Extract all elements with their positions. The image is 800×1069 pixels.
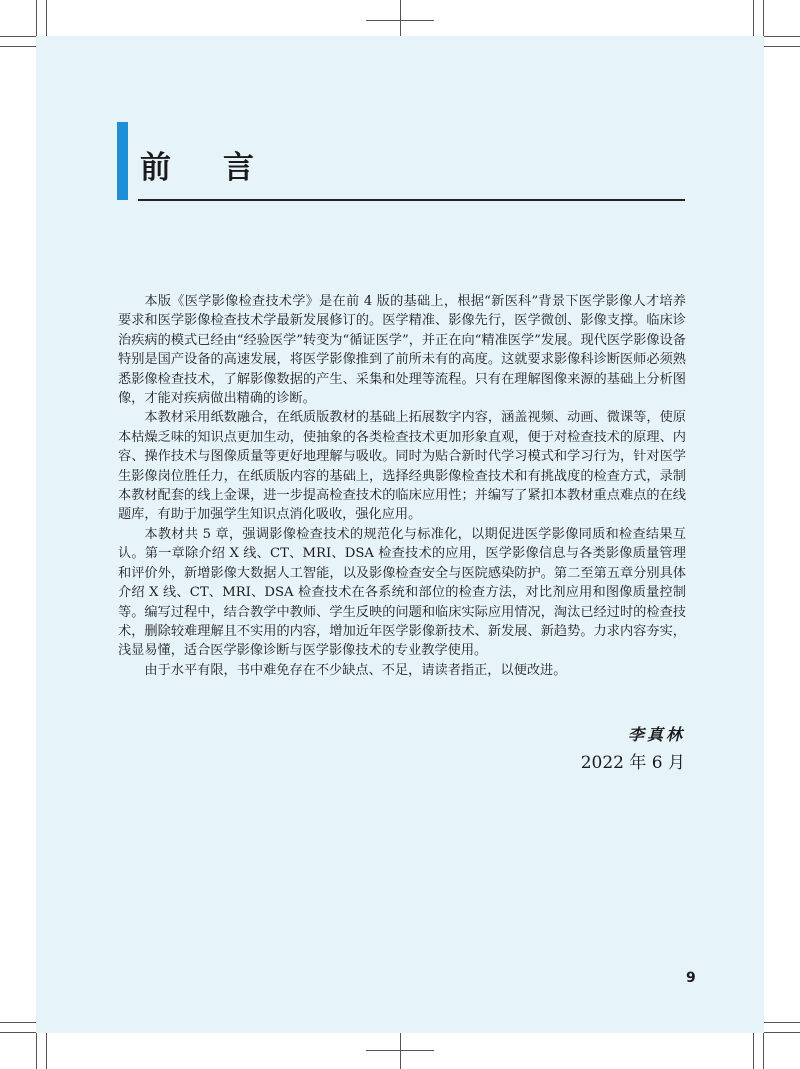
signature-name: 李真林 — [627, 725, 685, 744]
title-accent-bar — [117, 122, 128, 200]
paragraph-2: 本教材采用纸数融合，在纸质版教材的基础上拓展数字内容，涵盖视频、动画、微课等，使原本枯燥乏味的知识点更加生动，使抽象的各类检查技术更加形象直观，便于对检查技术的原理、内容、操作技术与图像质量等更好地理解与吸收。同时为贴合新时代学习模式和学习行为，针对医学生影像岗位胜任力，在纸质版内容的基础上，选择经典影像检查技术和有挑战度的检查方式，录制本教材配套的线上金课，进一步提高检查技术的临床应用性；并编写了紧扣本教材重点难点的在线题库，有助于加强学生知识点消化吸收，强化应用。 — [118, 410, 686, 523]
paragraph-1: 本版《医学影像检查技术学》是在前 4 版的基础上，根据“新医科”背景下医学影像人才培养要求和医学影像检查技术学最新发展修订的。医学精准、影像先行，医学微创、影像支撑。临床诊治疾病的模式已经由“经验医学”转变为“循证医学”，并正在向“精准医学”发展。现代医学影像设备特别是国产设备的高速发展，将医学影像推到了前所未有的高度。这就要求影像科诊断医师必须熟悉影像检查技术，了解影像数据的产生、采集和处理等流程。只有在理解图像来源的基础上分析图像，才能对疾病做出精确的诊断。 — [118, 294, 686, 407]
page-title: 前言 — [140, 150, 306, 186]
signature-date: 2022 年 6 月 — [580, 753, 685, 773]
page-number: 9 — [686, 970, 696, 986]
paragraph-3: 本教材共 5 章，强调影像检查技术的规范化与标准化，以期促进医学影像同质和检查结果互认。第一章除介绍 X 线、CT、MRI、DSA 检查技术的应用，医学影像信息与各类影像质量管理和评价外，新增影像大数据人工智能，以及影像检查安全与医院感染防护。第二至第五章分别具体介绍 X 线、CT、MRI、DSA 检查技术在各系统和部位的检查方法，对比剂应用和图像质量控制等。编写过程中，结合教学中教师、学生反映的问题和临床实际应用情况，淘汰已经过时的检查技术，删除较难理解且不实用的内容，增加近年医学影像新技术、新发展、新趋势。力求内容夯实，浅显易懂，适合医学影像诊断与医学影像技术的专业教学使用。 — [118, 526, 686, 659]
preface-body — [118, 292, 686, 680]
paragraph-4: 由于水平有限，书中难免存在不少缺点、不足，请读者指正，以便改进。 — [144, 662, 567, 678]
title-underline — [138, 199, 685, 201]
